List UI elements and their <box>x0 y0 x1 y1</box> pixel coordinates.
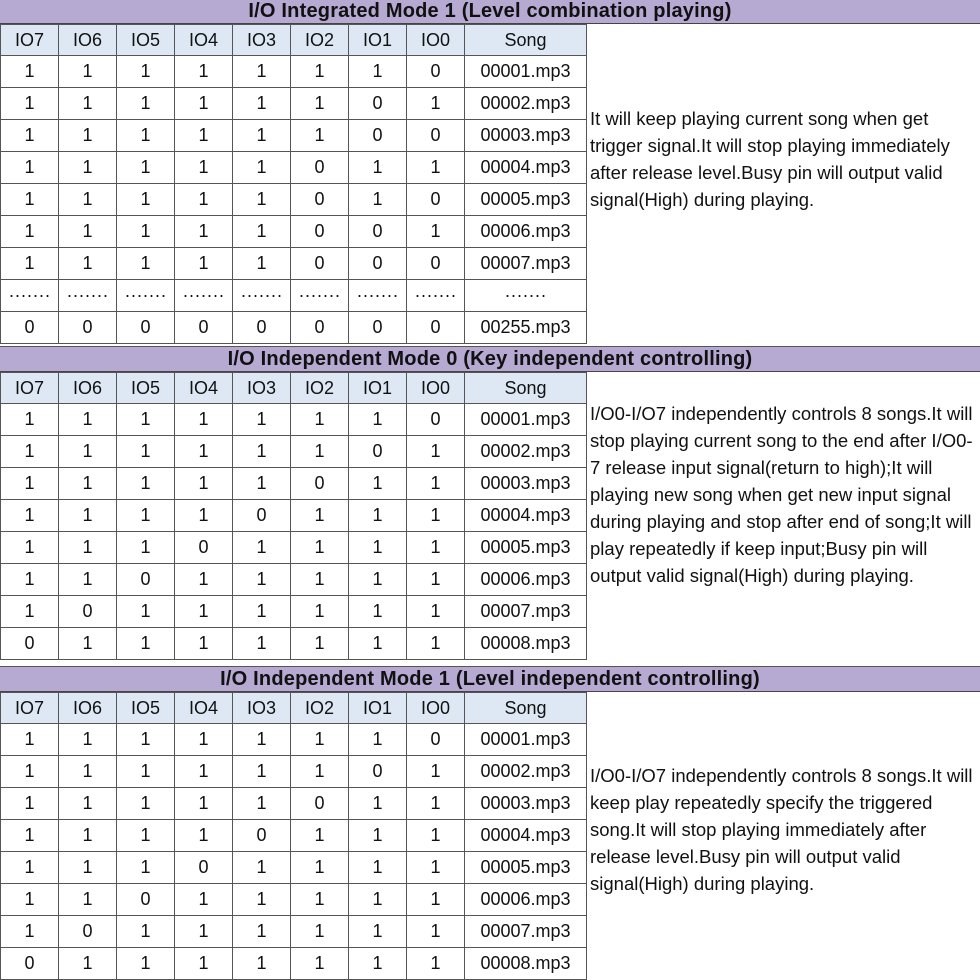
io-level-cell: 1 <box>59 468 117 500</box>
io-level-cell: 1 <box>117 88 175 120</box>
column-header: IO0 <box>407 693 465 724</box>
io-level-cell: 1 <box>233 468 291 500</box>
column-header: IO7 <box>1 693 59 724</box>
table-row <box>1 500 587 532</box>
io-level-cell: 1 <box>117 628 175 660</box>
table-row <box>1 596 587 628</box>
io-level-cell: 1 <box>233 564 291 596</box>
io-level-cell: 1 <box>59 820 117 852</box>
table-row <box>1 280 587 312</box>
io-level-cell: 0 <box>349 436 407 468</box>
io-level-cell: 1 <box>175 756 233 788</box>
io-level-cell: 0 <box>1 312 59 344</box>
io-level-cell: ······· <box>291 280 349 312</box>
io-level-cell: 0 <box>291 184 349 216</box>
io-level-cell: 1 <box>233 88 291 120</box>
column-header: IO3 <box>233 25 291 56</box>
io-level-cell: 0 <box>233 312 291 344</box>
io-level-cell: 1 <box>291 756 349 788</box>
io-level-cell: 1 <box>175 88 233 120</box>
io-level-cell: 1 <box>407 216 465 248</box>
io-level-cell: 1 <box>59 216 117 248</box>
io-level-cell: 1 <box>407 152 465 184</box>
table-row <box>1 852 587 884</box>
io-level-cell: 1 <box>117 500 175 532</box>
io-level-cell: 1 <box>117 184 175 216</box>
io-level-cell: 1 <box>1 724 59 756</box>
song-file-cell: 00003.mp3 <box>465 120 587 152</box>
table-header-row <box>1 373 587 404</box>
io-level-cell: 1 <box>59 724 117 756</box>
song-file-cell: 00008.mp3 <box>465 628 587 660</box>
io-level-cell: ······· <box>407 280 465 312</box>
io-level-cell: 1 <box>59 884 117 916</box>
io-level-cell: 1 <box>175 948 233 980</box>
section-independent-mode-1 <box>0 666 980 980</box>
song-file-cell: 00006.mp3 <box>465 884 587 916</box>
column-header: IO4 <box>175 25 233 56</box>
io-level-cell: 1 <box>175 788 233 820</box>
column-header: IO7 <box>1 25 59 56</box>
song-file-cell: 00005.mp3 <box>465 532 587 564</box>
io-level-cell: 1 <box>59 120 117 152</box>
io-level-cell: 1 <box>349 564 407 596</box>
io-level-cell: 1 <box>175 120 233 152</box>
song-file-cell: 00005.mp3 <box>465 184 587 216</box>
io-level-cell: 1 <box>233 596 291 628</box>
io-level-cell: 1 <box>1 436 59 468</box>
io-level-cell: 1 <box>1 468 59 500</box>
io-level-cell: 1 <box>117 756 175 788</box>
table-row <box>1 404 587 436</box>
io-level-cell: 1 <box>1 248 59 280</box>
column-header: IO7 <box>1 373 59 404</box>
io-level-cell: 1 <box>1 756 59 788</box>
io-level-cell: 1 <box>291 564 349 596</box>
io-level-cell: 1 <box>59 88 117 120</box>
section-title: I/O Integrated Mode 1 (Level combination playing) <box>0 0 980 24</box>
io-level-cell: ······· <box>1 280 59 312</box>
io-level-cell: 1 <box>59 948 117 980</box>
column-header: IO2 <box>291 693 349 724</box>
io-level-cell: 0 <box>59 312 117 344</box>
io-level-cell: 1 <box>1 884 59 916</box>
io-level-cell: 1 <box>407 852 465 884</box>
io-level-cell: 0 <box>349 756 407 788</box>
io-level-cell: 1 <box>233 56 291 88</box>
io-level-cell: 1 <box>175 216 233 248</box>
song-file-cell: 00002.mp3 <box>465 88 587 120</box>
io-level-cell: 1 <box>175 152 233 184</box>
io-level-cell: 1 <box>349 404 407 436</box>
io-level-cell: 1 <box>175 820 233 852</box>
io-level-cell: 1 <box>1 788 59 820</box>
column-header: IO4 <box>175 693 233 724</box>
song-file-cell: 00008.mp3 <box>465 948 587 980</box>
table-row <box>1 120 587 152</box>
io-level-cell: 1 <box>291 724 349 756</box>
io-level-cell: 1 <box>349 152 407 184</box>
song-file-cell: 00004.mp3 <box>465 152 587 184</box>
io-level-cell: 1 <box>233 756 291 788</box>
io-level-cell: 0 <box>175 312 233 344</box>
io-level-cell: 1 <box>407 820 465 852</box>
io-level-cell: 0 <box>291 152 349 184</box>
io-level-cell: 1 <box>1 916 59 948</box>
song-file-cell: 00255.mp3 <box>465 312 587 344</box>
io-level-cell: 1 <box>59 564 117 596</box>
song-file-cell: 00006.mp3 <box>465 216 587 248</box>
io-level-cell: 0 <box>117 884 175 916</box>
io-level-cell: 1 <box>349 948 407 980</box>
io-level-cell: 1 <box>1 820 59 852</box>
io-level-cell: 1 <box>407 884 465 916</box>
io-level-cell: 0 <box>407 404 465 436</box>
io-level-cell: 1 <box>59 756 117 788</box>
io-level-cell: 1 <box>349 532 407 564</box>
io-level-cell: 1 <box>407 596 465 628</box>
table-row <box>1 248 587 280</box>
io-level-cell: 1 <box>1 404 59 436</box>
io-level-cell: 0 <box>175 852 233 884</box>
io-level-cell: 1 <box>349 884 407 916</box>
io-level-cell: 1 <box>407 436 465 468</box>
io-level-cell: 1 <box>407 500 465 532</box>
io-level-cell: 1 <box>175 468 233 500</box>
io-level-cell: 1 <box>175 184 233 216</box>
io-level-cell: 1 <box>233 724 291 756</box>
io-level-cell: 1 <box>291 88 349 120</box>
song-file-cell: 00007.mp3 <box>465 248 587 280</box>
io-level-cell: 1 <box>117 788 175 820</box>
io-level-cell: 0 <box>59 596 117 628</box>
io-level-cell: 1 <box>291 948 349 980</box>
song-file-cell: 00007.mp3 <box>465 596 587 628</box>
table-row <box>1 56 587 88</box>
io-level-cell: 1 <box>349 596 407 628</box>
io-level-cell: 1 <box>117 916 175 948</box>
column-header: IO6 <box>59 25 117 56</box>
io-level-cell: 0 <box>407 120 465 152</box>
io-level-cell: 1 <box>349 788 407 820</box>
table-row <box>1 884 587 916</box>
io-level-cell: 1 <box>407 88 465 120</box>
section-description: It will keep playing current song when get trigger signal.It will stop playing immediately after release level.Busy pin will output valid signal(High) during playing. <box>590 108 950 210</box>
io-level-cell: 0 <box>349 248 407 280</box>
io-level-cell: 0 <box>1 948 59 980</box>
io-level-cell: 1 <box>233 916 291 948</box>
section-description: I/O0-I/O7 independently controls 8 songs.It will keep play repeatedly specify the triggered song.It will stop playing immediately after release level.Busy pin will output valid signal(High) during playing. <box>590 765 973 894</box>
column-header: Song <box>465 373 587 404</box>
io-level-cell: 1 <box>59 56 117 88</box>
io-level-cell: 1 <box>1 596 59 628</box>
io-level-cell: 1 <box>407 628 465 660</box>
io-level-cell: 1 <box>1 56 59 88</box>
io-level-cell: 0 <box>291 788 349 820</box>
song-file-cell: 00001.mp3 <box>465 56 587 88</box>
section-title: I/O Independent Mode 1 (Level independent controlling) <box>0 667 980 692</box>
io-level-cell: 1 <box>1 500 59 532</box>
table-row <box>1 184 587 216</box>
table-row <box>1 756 587 788</box>
io-level-cell: 1 <box>59 436 117 468</box>
io-level-cell: 1 <box>233 852 291 884</box>
io-level-cell: ······· <box>233 280 291 312</box>
table-row <box>1 948 587 980</box>
io-level-cell: 1 <box>175 916 233 948</box>
io-level-cell: 1 <box>175 248 233 280</box>
io-level-cell: 1 <box>175 724 233 756</box>
io-level-cell: 1 <box>291 596 349 628</box>
io-level-cell: 1 <box>59 152 117 184</box>
io-level-cell: 1 <box>291 916 349 948</box>
table-row <box>1 216 587 248</box>
io-level-cell: 0 <box>349 120 407 152</box>
io-level-cell: 1 <box>117 56 175 88</box>
io-table <box>0 372 587 660</box>
io-level-cell: 0 <box>349 88 407 120</box>
io-level-cell: 1 <box>1 120 59 152</box>
io-level-cell: 1 <box>59 500 117 532</box>
io-level-cell: 0 <box>1 628 59 660</box>
io-level-cell: 1 <box>175 56 233 88</box>
column-header: IO6 <box>59 693 117 724</box>
io-level-cell: 1 <box>349 56 407 88</box>
column-header: IO1 <box>349 693 407 724</box>
io-level-cell: 1 <box>117 596 175 628</box>
io-level-cell: 1 <box>291 628 349 660</box>
io-level-cell: 1 <box>407 564 465 596</box>
io-level-cell: 1 <box>349 916 407 948</box>
io-level-cell: 0 <box>291 468 349 500</box>
io-level-cell: 0 <box>233 820 291 852</box>
io-level-cell: 1 <box>59 404 117 436</box>
io-level-cell: 1 <box>117 248 175 280</box>
io-level-cell: 1 <box>59 248 117 280</box>
io-level-cell: 1 <box>349 852 407 884</box>
io-level-cell: 1 <box>117 724 175 756</box>
io-level-cell: 1 <box>175 564 233 596</box>
io-level-cell: 1 <box>407 788 465 820</box>
io-level-cell: 1 <box>233 628 291 660</box>
column-header: Song <box>465 25 587 56</box>
io-level-cell: 1 <box>117 468 175 500</box>
io-level-cell: 1 <box>175 596 233 628</box>
song-file-cell: 00002.mp3 <box>465 436 587 468</box>
io-level-cell: 1 <box>59 628 117 660</box>
io-level-cell: 1 <box>117 948 175 980</box>
table-row <box>1 916 587 948</box>
io-level-cell: 0 <box>291 312 349 344</box>
column-header: IO5 <box>117 25 175 56</box>
io-level-cell: 1 <box>233 248 291 280</box>
table-header-row <box>1 693 587 724</box>
io-level-cell: 0 <box>349 312 407 344</box>
io-level-cell: 1 <box>117 404 175 436</box>
io-level-cell: 1 <box>175 404 233 436</box>
column-header: IO4 <box>175 373 233 404</box>
column-header: Song <box>465 693 587 724</box>
song-file-cell: 00003.mp3 <box>465 788 587 820</box>
io-level-cell: 1 <box>233 948 291 980</box>
io-table <box>0 692 587 980</box>
io-level-cell: 0 <box>59 916 117 948</box>
song-file-cell: 00003.mp3 <box>465 468 587 500</box>
column-header: IO3 <box>233 693 291 724</box>
io-level-cell: 0 <box>349 216 407 248</box>
section-integrated-mode-1 <box>0 0 980 346</box>
io-level-cell: 0 <box>175 532 233 564</box>
io-level-cell: 1 <box>59 852 117 884</box>
table-row <box>1 532 587 564</box>
section-description: I/O0-I/O7 independently controls 8 songs.It will stop playing current song to the end after I/O0-7 release input signal(return to high);It will playing new song when get new input signal during playing and stop after end of song;It will play repeatedly if keep input;Busy pin will output valid signal(High) during playing. <box>590 403 973 586</box>
song-file-cell: 00002.mp3 <box>465 756 587 788</box>
io-level-cell: 1 <box>291 820 349 852</box>
io-level-cell: 1 <box>117 216 175 248</box>
io-level-cell: 1 <box>233 884 291 916</box>
song-file-cell: 00001.mp3 <box>465 724 587 756</box>
io-level-cell: 1 <box>1 88 59 120</box>
io-level-cell: 1 <box>291 404 349 436</box>
io-level-cell: 1 <box>291 532 349 564</box>
io-level-cell: 0 <box>117 312 175 344</box>
io-level-cell: 1 <box>349 628 407 660</box>
column-header: IO5 <box>117 373 175 404</box>
io-level-cell: 0 <box>407 724 465 756</box>
io-level-cell: 1 <box>349 724 407 756</box>
column-header: IO5 <box>117 693 175 724</box>
io-level-cell: 1 <box>117 532 175 564</box>
io-level-cell: 1 <box>233 184 291 216</box>
io-level-cell: 1 <box>59 532 117 564</box>
io-level-cell: 1 <box>291 436 349 468</box>
io-level-cell: ······· <box>59 280 117 312</box>
column-header: IO1 <box>349 373 407 404</box>
io-level-cell: 1 <box>233 216 291 248</box>
io-level-cell: 1 <box>1 852 59 884</box>
table-row <box>1 564 587 596</box>
io-level-cell: 1 <box>117 152 175 184</box>
song-file-cell: 00006.mp3 <box>465 564 587 596</box>
io-level-cell: 1 <box>175 884 233 916</box>
io-level-cell: 1 <box>1 152 59 184</box>
table-row <box>1 820 587 852</box>
io-level-cell: 0 <box>407 312 465 344</box>
section-independent-mode-0 <box>0 346 980 666</box>
column-header: IO1 <box>349 25 407 56</box>
column-header: IO0 <box>407 25 465 56</box>
column-header: IO0 <box>407 373 465 404</box>
io-level-cell: 1 <box>349 184 407 216</box>
io-level-cell: ······· <box>175 280 233 312</box>
io-level-cell: 1 <box>233 120 291 152</box>
table-row <box>1 312 587 344</box>
table-row <box>1 628 587 660</box>
io-level-cell: 0 <box>407 56 465 88</box>
io-level-cell: 1 <box>1 532 59 564</box>
table-header-row <box>1 25 587 56</box>
io-level-cell: 1 <box>233 404 291 436</box>
io-level-cell: 1 <box>291 56 349 88</box>
song-file-cell: 00004.mp3 <box>465 820 587 852</box>
io-level-cell: 1 <box>117 436 175 468</box>
io-level-cell: 1 <box>291 884 349 916</box>
io-level-cell: 1 <box>349 500 407 532</box>
io-level-cell: 1 <box>291 120 349 152</box>
io-level-cell: 0 <box>407 248 465 280</box>
column-header: IO6 <box>59 373 117 404</box>
io-level-cell: 0 <box>407 184 465 216</box>
song-file-cell: 00007.mp3 <box>465 916 587 948</box>
io-level-cell: 1 <box>407 468 465 500</box>
io-level-cell: 1 <box>175 436 233 468</box>
io-level-cell: 0 <box>291 248 349 280</box>
table-row <box>1 436 587 468</box>
song-file-cell: ······· <box>465 280 587 312</box>
io-level-cell: 1 <box>407 916 465 948</box>
table-row <box>1 88 587 120</box>
table-row <box>1 152 587 184</box>
io-level-cell: 1 <box>233 788 291 820</box>
column-header: IO3 <box>233 373 291 404</box>
io-level-cell: 1 <box>291 500 349 532</box>
column-header: IO2 <box>291 373 349 404</box>
io-level-cell: 1 <box>407 756 465 788</box>
song-file-cell: 00004.mp3 <box>465 500 587 532</box>
io-level-cell: 1 <box>117 820 175 852</box>
io-level-cell: ······· <box>349 280 407 312</box>
io-level-cell: 1 <box>233 152 291 184</box>
io-level-cell: 0 <box>291 216 349 248</box>
table-row <box>1 788 587 820</box>
io-level-cell: 1 <box>1 184 59 216</box>
io-level-cell: 1 <box>349 820 407 852</box>
io-level-cell: 0 <box>117 564 175 596</box>
io-table <box>0 24 587 344</box>
io-level-cell: 0 <box>233 500 291 532</box>
section-title: I/O Independent Mode 0 (Key independent controlling) <box>0 347 980 372</box>
io-level-cell: 1 <box>59 184 117 216</box>
io-level-cell: 1 <box>117 120 175 152</box>
io-level-cell: 1 <box>233 532 291 564</box>
io-level-cell: 1 <box>1 216 59 248</box>
io-level-cell: 1 <box>233 436 291 468</box>
table-row <box>1 468 587 500</box>
io-level-cell: 1 <box>407 532 465 564</box>
io-level-cell: 1 <box>407 948 465 980</box>
io-level-cell: 1 <box>1 564 59 596</box>
io-level-cell: 1 <box>291 852 349 884</box>
column-header: IO2 <box>291 25 349 56</box>
io-level-cell: 1 <box>175 628 233 660</box>
io-level-cell: ······· <box>117 280 175 312</box>
io-level-cell: 1 <box>349 468 407 500</box>
io-level-cell: 1 <box>59 788 117 820</box>
table-row <box>1 724 587 756</box>
io-level-cell: 1 <box>175 500 233 532</box>
song-file-cell: 00005.mp3 <box>465 852 587 884</box>
io-level-cell: 1 <box>117 852 175 884</box>
song-file-cell: 00001.mp3 <box>465 404 587 436</box>
